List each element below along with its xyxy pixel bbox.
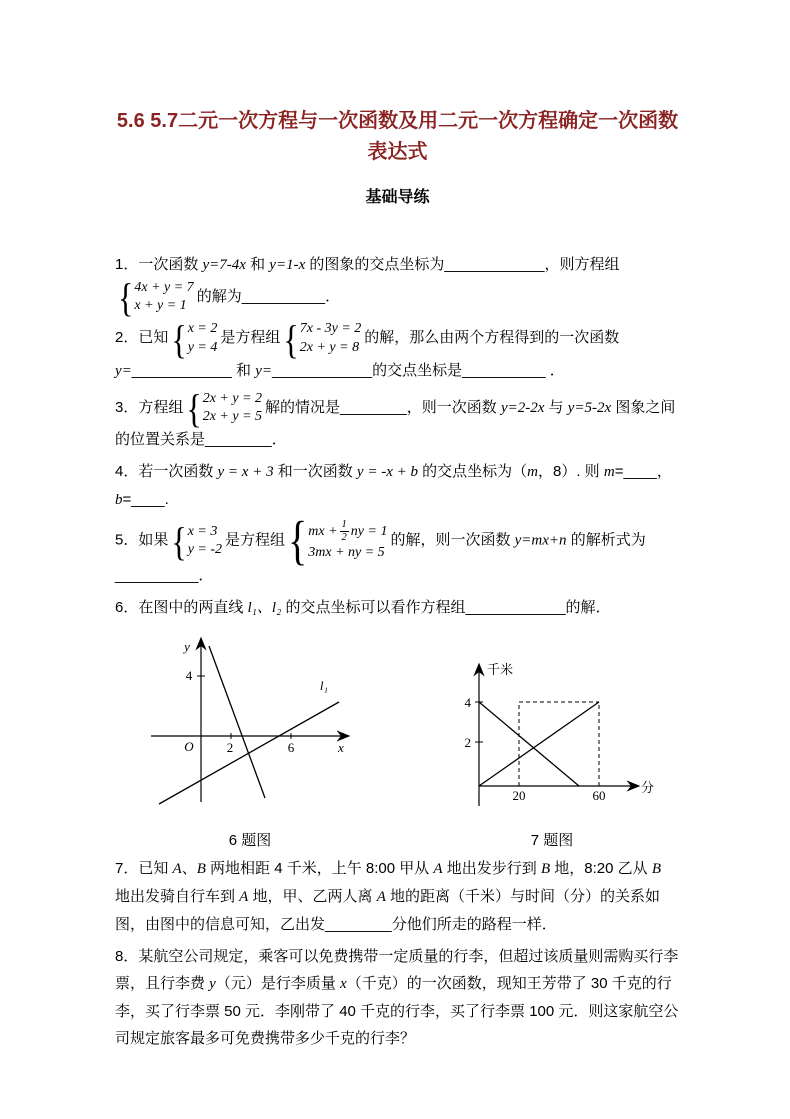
equation-line: x + y = 1	[134, 298, 187, 314]
title-line-2: 表达式	[367, 141, 428, 163]
math: y = -x + b	[356, 464, 418, 481]
text: 地的距离（千米）与时间（分）的关系如图，由图中的信息可知，乙出发________分他们所走的路程一样．	[115, 888, 661, 934]
math: y	[209, 976, 216, 993]
fraction-denominator: 2	[341, 532, 347, 544]
tick-label-6: 6	[287, 740, 295, 756]
equation-line: y = -2	[187, 541, 223, 557]
math: B	[540, 861, 551, 878]
text: =____.	[122, 491, 169, 509]
math: l₁、l₂	[247, 600, 282, 617]
x-axis-unit-label: 分	[641, 780, 655, 796]
math: y = x + 3	[217, 464, 274, 481]
equation-system	[283, 316, 362, 362]
text: ____________ 和	[131, 361, 256, 379]
equation-system	[171, 316, 218, 362]
text: ____________的交点坐标是__________ ．	[272, 361, 565, 379]
left-brace-icon: {	[171, 518, 187, 564]
text: 的图象的交点坐标为____________，则方程组	[305, 256, 620, 273]
page-title	[115, 106, 680, 168]
text: 3．方程组	[115, 398, 184, 416]
problem-2	[115, 316, 680, 384]
text: 是方程组	[225, 531, 286, 549]
equation-system	[171, 518, 223, 564]
equation-line: 2x + y = 2	[202, 390, 263, 406]
tick-label-4: 4	[185, 668, 193, 684]
coordinate-graph-6	[139, 630, 361, 822]
figures-row	[115, 630, 680, 850]
text: 和	[245, 256, 270, 273]
math: b	[115, 492, 123, 509]
text: （千克）的一次函数，现知王芳带了 30 千克的行李，买了行李票 50 元．李刚带了 40 千克的行李，买了行李票 100 元．则这家航空公司规定旅客最多可免费携带多少千克的行李？	[115, 975, 679, 1048]
cyclist-line	[479, 702, 579, 786]
text: =____，	[614, 463, 672, 481]
tick-label-2: 2	[464, 735, 471, 751]
text: 4．若一次函数	[115, 463, 218, 481]
distance-time-graph-7	[445, 654, 659, 822]
equation-line: 4x + y = 7	[134, 280, 194, 295]
text: ，8）. 则	[538, 463, 604, 481]
math: A	[376, 889, 386, 906]
figure-6-caption: 6 题图	[228, 832, 272, 850]
text: 8．某航空公司规定，乘客可以免费携带一定质量的行李，但超过该质量则需购买行李票，且行李费	[115, 948, 679, 993]
equation-line	[308, 519, 387, 544]
left-brace-icon: {	[118, 274, 134, 320]
math: B	[651, 861, 661, 878]
text: 地出发骑自行车到	[115, 888, 240, 906]
left-brace-icon: {	[186, 385, 202, 431]
problem-1	[115, 251, 680, 320]
equation-line: 2x + y = 8	[299, 339, 360, 355]
text: 5．如果	[115, 531, 169, 549]
text: 解的情况是________，则一次函数	[265, 398, 501, 416]
tick-label-20: 20	[512, 788, 526, 804]
title-line-1: 5.6 5.7二元一次方程与一次函数及用二元一次方程确定一次函数	[116, 110, 679, 132]
tick-label-60: 60	[592, 788, 606, 804]
text: 和一次函数	[273, 463, 357, 481]
math: A	[239, 889, 249, 906]
walker-line	[479, 702, 599, 786]
tick-label-2: 2	[226, 740, 234, 756]
problem-4	[115, 458, 680, 514]
math: m	[603, 464, 615, 481]
origin-label: O	[184, 739, 194, 755]
math: ny = 1	[350, 523, 388, 539]
left-brace-icon: {	[283, 316, 299, 362]
math: y=	[115, 362, 132, 379]
math: y=mx+n	[514, 532, 567, 549]
text: 的交点坐标可以看作方程组____________的解．	[281, 599, 611, 617]
text: 的解析式为__________．	[115, 531, 646, 585]
descending-line	[209, 646, 265, 798]
math: x	[340, 976, 347, 993]
text: 2．已知	[115, 329, 169, 347]
equation-system	[186, 385, 263, 431]
line-l1-label: l₁	[319, 678, 329, 694]
equation-line: y = 4	[187, 339, 218, 355]
text: 、	[181, 860, 197, 878]
math: y=2-2x	[500, 399, 545, 416]
text: 与	[544, 398, 568, 416]
text: 的解为__________．	[196, 288, 341, 306]
math: y=1-x	[269, 257, 306, 273]
text: 7．已知	[115, 860, 173, 878]
text: 图象之间的位置关系是________．	[115, 398, 676, 449]
math: mx +	[308, 523, 338, 539]
math: B	[196, 861, 206, 878]
problem-3	[115, 385, 680, 453]
equation-line: x = 2	[187, 321, 218, 337]
equation-line: x = 3	[187, 523, 218, 539]
equation-line: 2x + y = 5	[202, 408, 263, 424]
text: 是方程组	[220, 329, 281, 347]
problem-8	[115, 943, 680, 1052]
math: y=7-4x	[202, 257, 246, 273]
equation-line: 7x - 3y = 2	[299, 321, 362, 337]
figure-7-caption: 7 题图	[530, 832, 574, 850]
problem-7	[115, 855, 680, 938]
math: y=5-2x	[567, 399, 612, 416]
y-axis-unit-label: 千米	[487, 662, 514, 678]
text: 两地相距 4 千米，上午 8:00 甲从	[205, 860, 434, 878]
text: 的交点坐标为（	[417, 463, 528, 481]
y-axis-label: y	[184, 639, 190, 655]
problem-5	[115, 509, 680, 589]
figure-problem-6	[139, 630, 361, 850]
text: （元）是行李质量	[215, 975, 341, 993]
text: 地出发步行到	[442, 860, 541, 878]
text: 地，8:20 乙从	[550, 860, 652, 878]
text: 1．一次函数	[115, 256, 203, 273]
fraction-numerator: 1	[340, 519, 349, 532]
fraction	[340, 519, 349, 544]
math: m	[527, 464, 538, 481]
left-brace-icon: {	[288, 509, 308, 571]
equation-system	[288, 509, 388, 571]
x-axis-label: x	[338, 740, 344, 756]
problem-6	[115, 594, 680, 622]
text: 地，甲、乙两人离	[248, 888, 377, 906]
section-heading: 基础导练	[365, 189, 430, 206]
text: 的解，则一次函数	[390, 531, 515, 549]
text: 的解，那么由两个方程得到的一次函数	[364, 329, 620, 347]
equation-system	[118, 274, 194, 320]
math: A	[172, 861, 182, 878]
math: y=	[255, 362, 273, 379]
tick-label-4: 4	[464, 695, 471, 711]
math: A	[433, 861, 443, 878]
text: 6．在图中的两直线	[115, 599, 248, 617]
left-brace-icon: {	[171, 316, 187, 362]
equation-line: 3mx + ny = 5	[308, 545, 385, 561]
figure-problem-7	[445, 654, 659, 850]
